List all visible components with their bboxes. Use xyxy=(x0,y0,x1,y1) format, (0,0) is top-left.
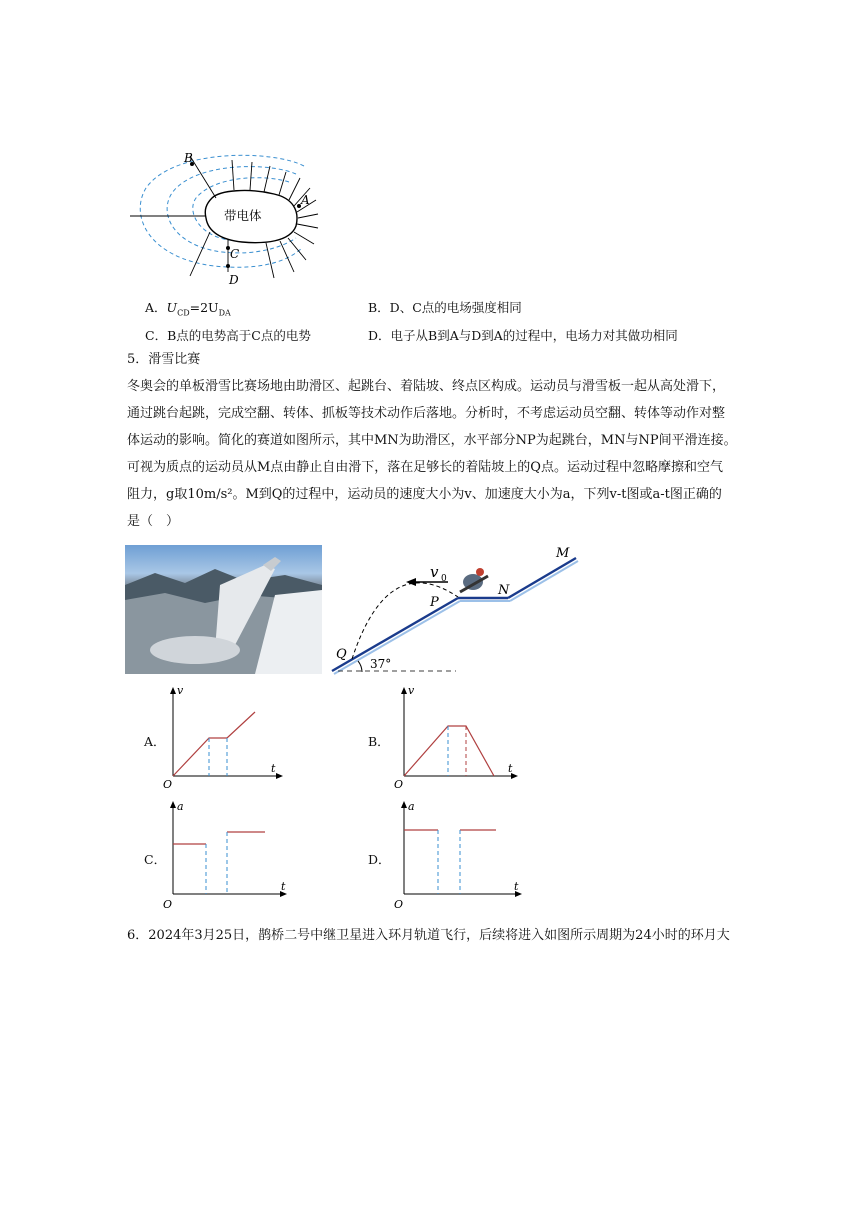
svg-text:带电体: 带电体 xyxy=(224,208,262,223)
svg-text:0: 0 xyxy=(441,574,447,584)
ski-track-diagram xyxy=(328,540,588,680)
graph-option-d-label: D． xyxy=(368,852,391,867)
graph-a xyxy=(163,684,288,792)
svg-text:O: O xyxy=(163,778,173,791)
question-line: 是（ ） xyxy=(127,514,180,529)
charged-body-figure xyxy=(124,148,324,288)
graph-option-a-label: A． xyxy=(144,734,166,749)
svg-text:t: t xyxy=(508,762,513,775)
question-6-line: 6．2024年3月25日，鹊桥二号中继卫星进入环月轨道飞行，后续将进入如图所示周期为24小时的环月大 xyxy=(127,928,730,943)
svg-text:O: O xyxy=(394,778,404,791)
svg-text:B: B xyxy=(184,151,193,165)
graph-option-b-label: B． xyxy=(368,734,390,749)
svg-text:C: C xyxy=(230,247,240,261)
svg-text:a: a xyxy=(408,800,415,813)
ski-venue-photo xyxy=(125,545,322,674)
svg-text:37°: 37° xyxy=(370,657,392,671)
svg-text:O: O xyxy=(394,898,404,910)
question-line: 阻力，g取10m/s²。M到Q的过程中，运动员的速度大小为v、加速度大小为a，下列v-t图或a-t图正确的 xyxy=(127,487,722,502)
svg-text:N: N xyxy=(498,583,510,598)
graph-b xyxy=(394,684,524,792)
question-line: 体运动的影响。简化的赛道如图所示，其中MN为助滑区，水平部分NP为起跳台，MN与NP间平滑连接。 xyxy=(127,433,737,448)
question-line: 通过跳台起跳，完成空翻、转体、抓板等技术动作后落地。分析时，不考虑运动员空翻、转体等动作对整 xyxy=(127,406,726,421)
svg-text:Q: Q xyxy=(336,647,347,662)
svg-text:t: t xyxy=(514,880,519,893)
svg-text:A: A xyxy=(301,193,310,207)
graph-option-c-label: C． xyxy=(144,852,167,867)
svg-text:a: a xyxy=(177,800,184,813)
graph-c xyxy=(163,798,293,910)
svg-text:v: v xyxy=(177,684,184,697)
svg-text:D: D xyxy=(229,273,239,287)
option-a: A．$U_{CD}=2U_{DA}$ xyxy=(145,300,231,318)
question-line: 冬奥会的单板滑雪比赛场地由助滑区、起跳台、着陆坡、终点区构成。运动员与滑雪板一起从高处滑下， xyxy=(127,379,726,394)
svg-text:t: t xyxy=(271,762,276,775)
question-line: 可视为质点的运动员从M点由静止自由滑下，落在足够长的着陆坡上的Q点。运动过程中忽略摩擦和空气 xyxy=(127,460,723,475)
svg-text:v: v xyxy=(430,563,439,581)
option-d: D．电子从B到A与D到A的过程中，电场力对其做功相同 xyxy=(368,328,678,343)
svg-text:P: P xyxy=(430,595,439,610)
snowboarder-icon xyxy=(460,568,488,592)
option-b: B．D、C点的电场强度相同 xyxy=(368,300,522,315)
svg-text:t: t xyxy=(281,880,286,893)
svg-text:M: M xyxy=(556,546,570,561)
option-c: C．B点的电势高于C点的电势 xyxy=(145,328,311,343)
svg-text:v: v xyxy=(408,684,415,697)
question-heading: 5．滑雪比赛 xyxy=(127,352,201,367)
graph-d xyxy=(394,798,529,910)
svg-text:O: O xyxy=(163,898,173,910)
